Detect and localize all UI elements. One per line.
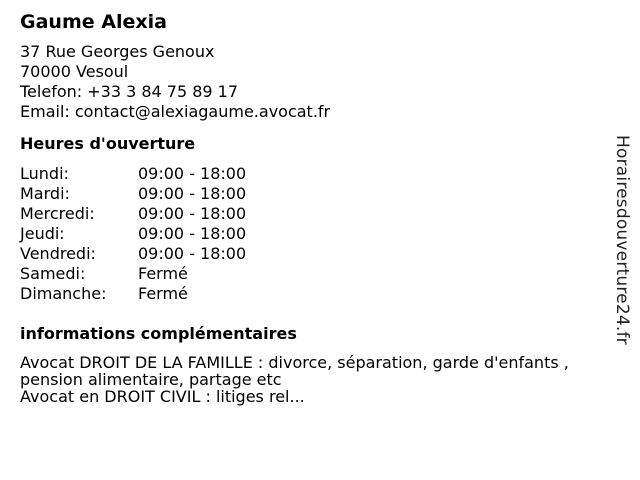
email-address: Email: contact@alexiagaume.avocat.fr [20,102,331,121]
info-description: Avocat DROIT DE LA FAMILLE : divorce, séparation, garde d'enfants , pension alimentaire, partage etc Avocat en DROIT CIVIL : litiges rel... [20,353,569,406]
hours-row-friday [20,244,610,264]
info-heading: informations complémentaires [20,324,297,343]
site-watermark: Horairesdouverture24.fr [612,135,632,345]
address-city: 70000 Vesoul [20,62,129,81]
hours-list [20,164,610,304]
day-label: Mardi: [20,184,70,203]
hours-row-tuesday [20,184,610,204]
hours-value: Fermé [138,284,188,303]
hours-value: 09:00 - 18:00 [138,204,247,223]
address-street: 37 Rue Georges Genoux [20,42,215,61]
day-label: Samedi: [20,264,86,283]
business-name: Gaume Alexia [20,11,167,33]
business-card [20,10,610,405]
hours-row-saturday [20,264,610,284]
hours-value: Fermé [138,264,188,283]
day-label: Vendredi: [20,244,96,263]
hours-row-wednesday [20,204,610,224]
hours-value: 09:00 - 18:00 [138,224,247,243]
day-label: Jeudi: [20,224,65,243]
hours-row-thursday [20,224,610,244]
hours-heading: Heures d'ouverture [20,134,196,153]
day-label: Mercredi: [20,204,95,223]
phone-number: Telefon: +33 3 84 75 89 17 [20,82,239,101]
day-label: Lundi: [20,164,69,183]
hours-value: 09:00 - 18:00 [138,184,247,203]
day-label: Dimanche: [20,284,107,303]
hours-value: 09:00 - 18:00 [138,164,247,183]
hours-value: 09:00 - 18:00 [138,244,247,263]
hours-row-sunday [20,284,610,304]
hours-row-monday [20,164,610,184]
